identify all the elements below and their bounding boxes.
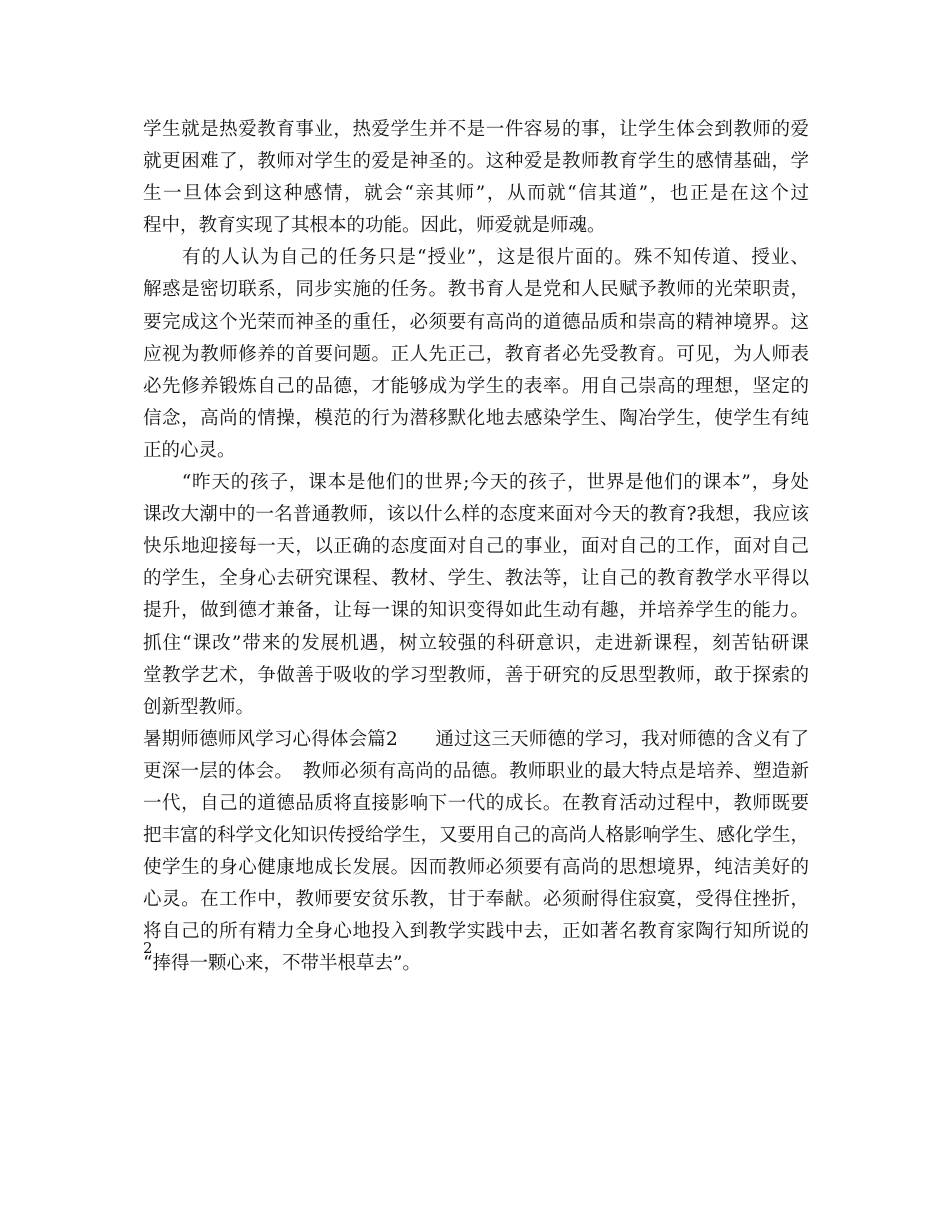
text-line: 应视为教师修养的首要问题。正人先正己，教育者必先受教育。可见，为人师表 — [143, 343, 809, 365]
text-line: 解惑是密切联系，同步实施的任务。教书育人是党和人民赋予教师的光荣职责， — [143, 279, 809, 301]
text-line: 学生就是热爱教育事业，热爱学生并不是一件容易的事，让学生体会到教师的爱 — [143, 119, 809, 140]
text-line: 要完成这个光荣而神圣的重任，必须要有高尚的道德品质和崇高的精神境界。这 — [143, 311, 809, 333]
text-line: 心灵。在工作中，教师要安贫乐教，甘于奉献。必须耐得住寂寞，受得住挫折， — [143, 889, 809, 911]
text-line: 信念，高尚的情操，模范的行为潜移默化地去感染学生、陶冶学生，使学生有纯 — [143, 407, 809, 429]
text-line: 就更困难了，教师对学生的爱是神圣的。这种爱是教师教育学生的感情基础，学 — [143, 151, 809, 173]
text-line: 暑期师德师风学习心得体会篇2 通过这三天师德的学习，我对师德的含义有了 — [143, 728, 809, 750]
text-line: 程中，教育实现了其根本的功能。因此，师爱就是师魂。 — [143, 215, 606, 237]
text-line: 把丰富的科学文化知识传授给学生，又要用自己的高尚人格影响学生、感化学生， — [143, 825, 809, 847]
body-text — [143, 114, 809, 981]
text-line: 生一旦体会到这种感情，就会“亲其师”，从而就“信其道”，也正是在这个过 — [143, 183, 809, 205]
text-line: 堂教学艺术，争做善于吸收的学习型教师，善于研究的反思型教师，敢于探索的 — [143, 664, 809, 686]
text-line: 的学生，全身心去研究课程、教材、学生、教法等，让自己的教育教学水平得以 — [143, 568, 809, 590]
text-line: 更深一层的体会。 教师必须有高尚的品德。教师职业的最大特点是培养、塑造新 — [143, 760, 809, 782]
text-line: 有的人认为自己的任务只是“授业”，这是很片面的。殊不知传道、授业、 — [143, 247, 809, 269]
text-line: “昨天的孩子，课本是他们的世界;今天的孩子，世界是他们的课本”，身处 — [143, 472, 809, 494]
text-line: 快乐地迎接每一天，以正确的态度面对自己的事业，面对自己的工作，面对自己 — [143, 536, 809, 558]
text-line: 提升，做到德才兼备，让每一课的知识变得如此生动有趣，并培养学生的能力。 — [143, 600, 809, 622]
text-line: “捧得一颗心来，不带半根草去”。 — [143, 953, 421, 975]
text-line: 课改大潮中的一名普通教师，该以什么样的态度来面对今天的教育?我想，我应该 — [143, 504, 809, 526]
text-line: 一代，自己的道德品质将直接影响下一代的成长。在教育活动过程中，教师既要 — [143, 792, 809, 814]
page-number: 2 — [143, 939, 153, 957]
text-line: 抓住“课改”带来的发展机遇，树立较强的科研意识，走进新课程，刻苦钻研课 — [143, 632, 809, 654]
text-line: 使学生的身心健康地成长发展。因而教师必须要有高尚的思想境界，纯洁美好的 — [143, 857, 809, 879]
text-line: 正的心灵。 — [143, 439, 236, 461]
text-line: 将自己的所有精力全身心地投入到教学实践中去，正如著名教育家陶行知所说的 — [143, 921, 809, 943]
text-line: 创新型教师。 — [143, 696, 255, 718]
text-line: 必先修养锻炼自己的品德，才能够成为学生的表率。用自己崇高的理想，坚定的 — [143, 375, 809, 397]
